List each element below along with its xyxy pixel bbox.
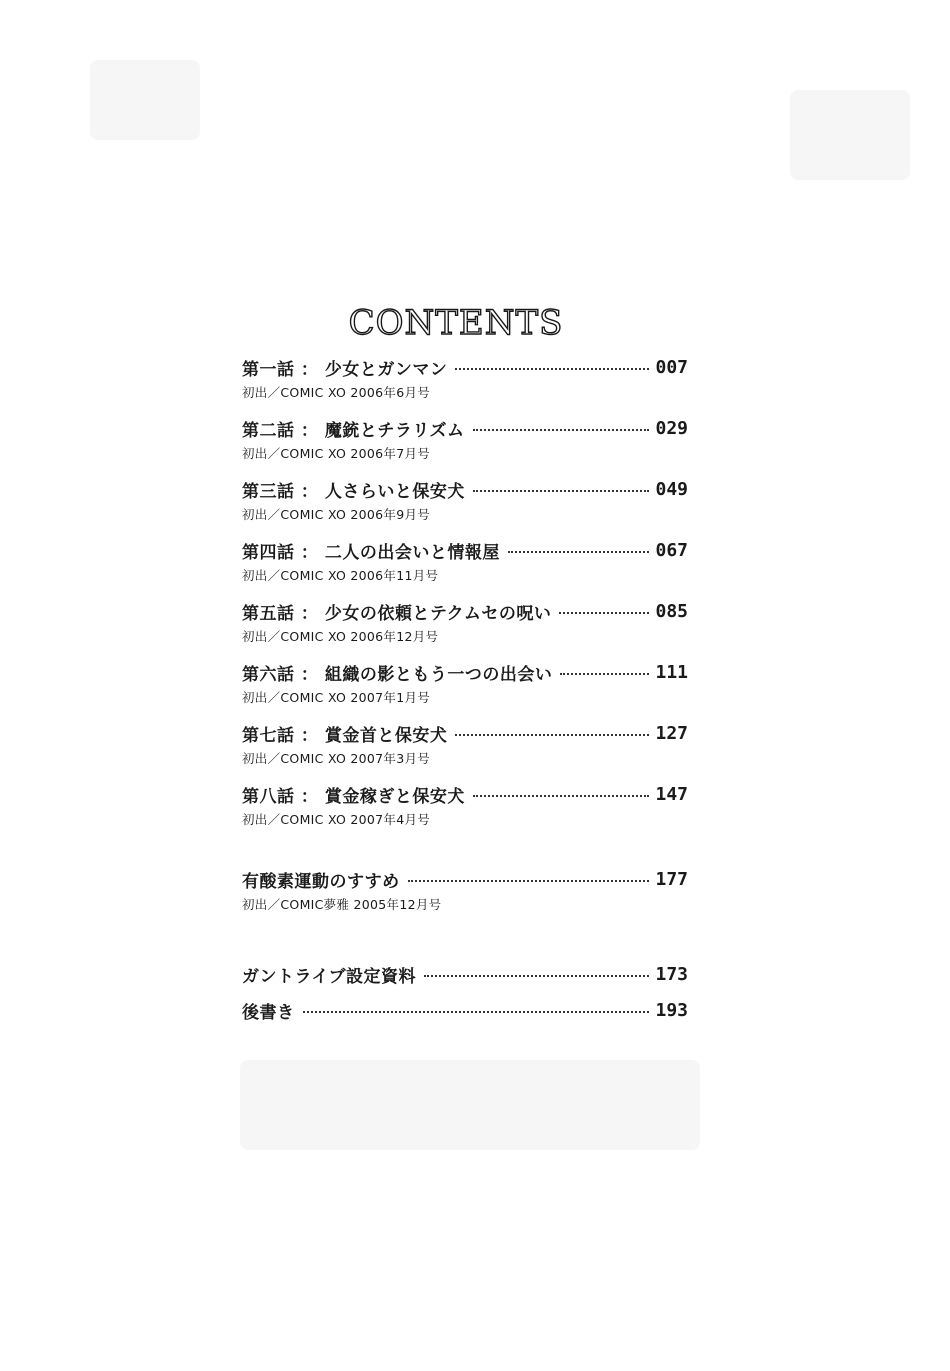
- chapter-title: 第六話 ： 組織の影ともう一つの出会い: [242, 664, 553, 685]
- publication-note: 初出／COMIC XO 2007年3月号: [242, 751, 431, 766]
- dot-leader: [560, 673, 649, 675]
- bleed-through-mark: [240, 1060, 700, 1150]
- publication-note: 初出／COMIC XO 2006年7月号: [242, 446, 431, 461]
- page-number: 007: [655, 356, 688, 378]
- dot-leader: [455, 734, 649, 736]
- dot-leader: [455, 368, 649, 370]
- page-number: 111: [655, 661, 688, 683]
- dot-leader: [559, 612, 649, 614]
- dot-leader: [303, 1011, 650, 1013]
- extra-title: 後書き: [242, 1002, 295, 1023]
- chapter-title: 第五話 ： 少女の依頼とテクムセの呪い: [242, 603, 552, 624]
- page-number: 173: [655, 963, 688, 985]
- toc-entry-7[interactable]: [242, 718, 688, 779]
- dot-leader: [408, 880, 650, 882]
- page-title: CONTENTS: [348, 302, 564, 343]
- chapter-title: 第八話 ： 賞金稼ぎと保安犬: [242, 786, 465, 807]
- chapter-title: 第二話 ： 魔銃とチラリズム: [242, 420, 465, 441]
- toc-entry-6[interactable]: [242, 657, 688, 718]
- page-number: 147: [655, 783, 688, 805]
- toc-entry-2[interactable]: [242, 413, 688, 474]
- toc-entry-settings[interactable]: [242, 959, 688, 995]
- section-gap: [242, 925, 688, 959]
- toc-entry-afterword[interactable]: [242, 995, 688, 1031]
- publication-note: 初出／COMIC XO 2006年12月号: [242, 629, 439, 644]
- page-number: 067: [655, 539, 688, 561]
- page-number: 049: [655, 478, 688, 500]
- publication-note: 初出／COMIC XO 2006年6月号: [242, 385, 431, 400]
- publication-note: 初出／COMIC XO 2007年1月号: [242, 690, 431, 705]
- section-gap: [242, 840, 688, 864]
- table-of-contents: [242, 352, 688, 1031]
- toc-entry-5[interactable]: [242, 596, 688, 657]
- publication-note: 初出／COMIC夢雅 2005年12月号: [242, 897, 442, 912]
- page-number: 193: [655, 999, 688, 1021]
- publication-note: 初出／COMIC XO 2006年11月号: [242, 568, 439, 583]
- chapter-title: 第四話 ： 二人の出会いと情報屋: [242, 542, 500, 563]
- page-number: 029: [655, 417, 688, 439]
- publication-note: 初出／COMIC XO 2006年9月号: [242, 507, 431, 522]
- dot-leader: [473, 490, 650, 492]
- chapter-title: 第三話 ： 人さらいと保安犬: [242, 481, 465, 502]
- toc-entry-8[interactable]: [242, 779, 688, 840]
- toc-entry-bonus[interactable]: [242, 864, 688, 925]
- dot-leader: [473, 429, 650, 431]
- chapter-title: 第七話 ： 賞金首と保安犬: [242, 725, 448, 746]
- dot-leader: [473, 795, 650, 797]
- dot-leader: [424, 975, 650, 977]
- chapter-title: 第一話 ： 少女とガンマン: [242, 359, 448, 380]
- bleed-through-mark: [90, 60, 200, 140]
- toc-entry-1[interactable]: [242, 352, 688, 413]
- page-number: 127: [655, 722, 688, 744]
- page-number: 085: [655, 600, 688, 622]
- toc-entry-3[interactable]: [242, 474, 688, 535]
- bleed-through-mark: [790, 90, 910, 180]
- dot-leader: [508, 551, 650, 553]
- page-number: 177: [655, 868, 688, 890]
- publication-note: 初出／COMIC XO 2007年4月号: [242, 812, 431, 827]
- toc-entry-4[interactable]: [242, 535, 688, 596]
- extra-title: ガントライブ設定資料: [242, 966, 416, 987]
- bonus-title: 有酸素運動のすすめ: [242, 871, 400, 892]
